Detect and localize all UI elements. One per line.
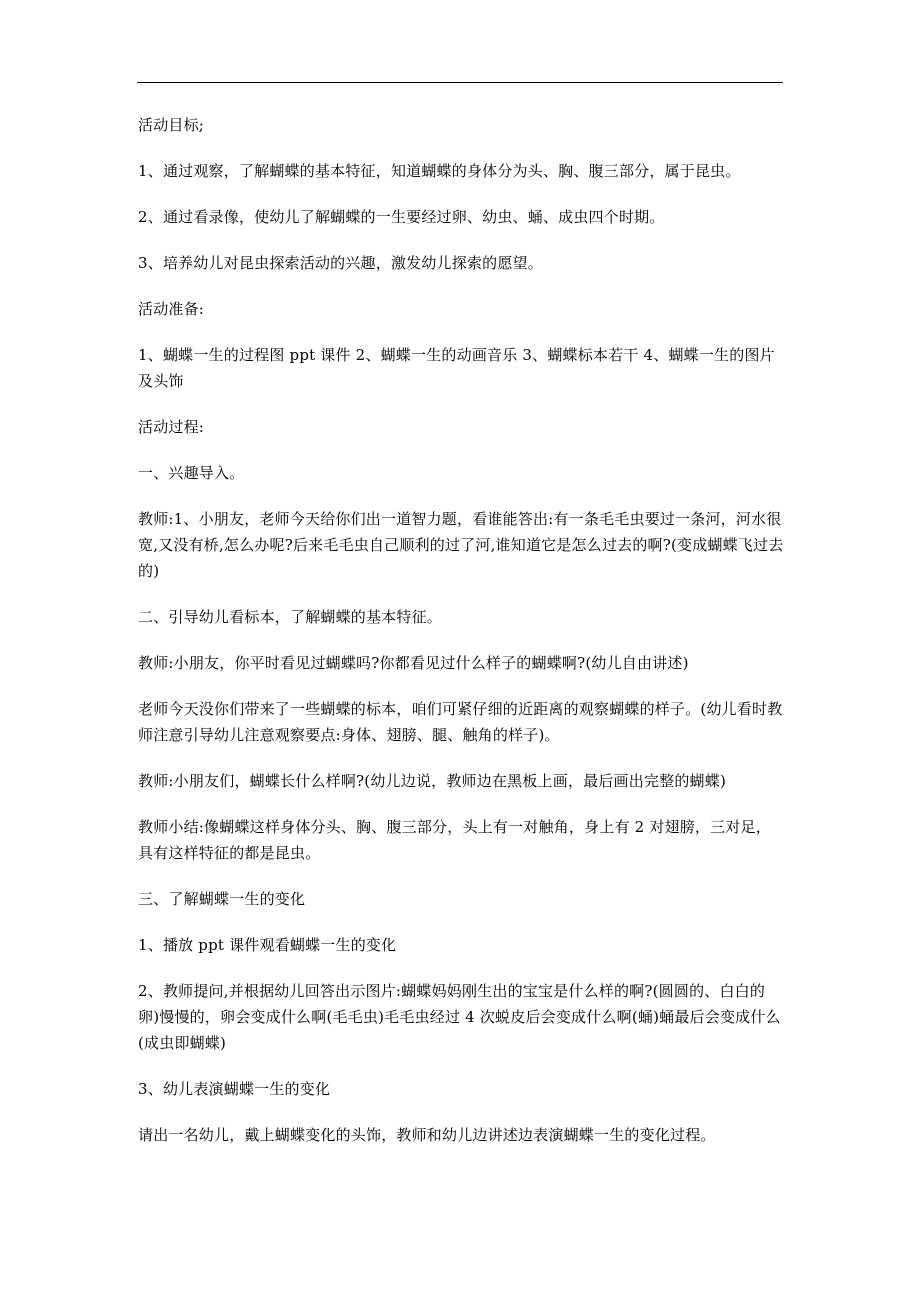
section-2-specimens: 老师今天没你们带来了一些蝴蝶的标本，咱们可紧仔细的近距离的观察蝴蝶的样子。(幼儿看时教师注意引导幼儿注意观察要点:身体、翅膀、腿、触角的样子)。 [138,700,783,744]
header-rule [137,82,783,83]
goal-2: 2、通过看录像，使幼儿了解蝴蝶的一生要经过卵、幼虫、蛹、成虫四个时期。 [138,208,665,226]
section-3-step-3: 3、幼儿表演蝴蝶一生的变化 [138,1080,331,1098]
section-2-heading: 二、引导幼儿看标本，了解蝴蝶的基本特征。 [138,608,443,626]
section-1-heading: 一、兴趣导入。 [138,464,245,482]
section-3-heading: 三、了解蝴蝶一生的变化 [138,890,306,908]
preparation-heading: 活动准备: [138,300,205,318]
document-body [138,112,784,1168]
process-heading: 活动过程: [138,418,205,436]
section-3-step-1: 1、播放 ppt 课件观看蝴蝶一生的变化 [138,936,397,954]
section-2-drawing: 教师:小朋友们，蝴蝶长什么样啊?(幼儿边说，教师边在黑板上画，最后画出完整的蝴蝶) [138,772,727,790]
section-2-summary: 教师小结:像蝴蝶这样身体分头、胸、腹三部分，头上有一对触角，身上有 2 对翅膀，三对足，具有这样特征的都是昆虫。 [138,818,771,862]
preparation-list: 1、蝴蝶一生的过程图 ppt 课件 2、蝴蝶一生的动画音乐 3、蝴蝶标本若干 4、蝴蝶一生的图片及头饰 [138,346,775,390]
goal-1: 1、通过观察，了解蝴蝶的基本特征，知道蝴蝶的身体分为头、胸、腹三部分，属于昆虫。 [138,162,741,180]
section-3-step-2: 2、教师提问,并根据幼儿回答出示图片:蝴蝶妈妈刚生出的宝宝是什么样的啊?(圆圆的、白白的卵)慢慢的，卵会变成什么啊(毛毛虫)毛毛虫经过 4 次蜕皮后会变成什么啊(蛹)蛹最后会变成什么(成虫即蝴蝶) [138,982,781,1052]
goal-3: 3、培养幼儿对昆虫探索活动的兴趣，激发幼儿探索的愿望。 [138,254,543,272]
section-2-teacher-question: 教师:小朋友，你平时看见过蝴蝶吗?你都看见过什么样子的蝴蝶啊?(幼儿自由讲述) [138,654,689,672]
goals-heading: 活动目标; [138,116,205,134]
section-3-performance: 请出一名幼儿，戴上蝴蝶变化的头饰，教师和幼儿边讲述边表演蝴蝶一生的变化过程。 [138,1126,716,1144]
section-1-teacher-riddle: 教师:1、小朋友，老师今天给你们出一道智力题，看谁能答出:有一条毛毛虫要过一条河，河水很宽,又没有桥,怎么办呢?后来毛毛虫自己顺利的过了河,谁知道它是怎么过去的啊?(变成蝴蝶飞过去的) [138,510,784,580]
